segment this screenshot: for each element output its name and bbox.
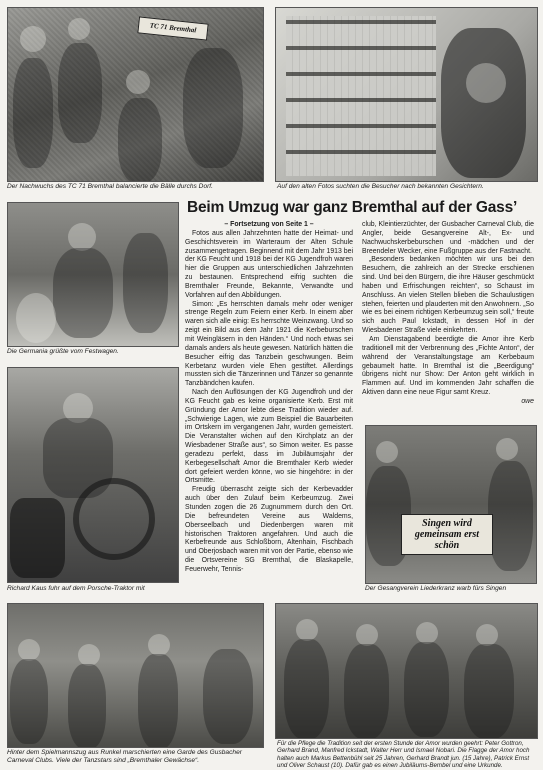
article-column-2 [362, 221, 534, 407]
article-paragraph: „Besonders bedanken möchten wir uns bei den Besuchern, die zahlreich an der Strecke erschienen sind. Und bei den Bürgern, die ihre Häuser geschmückt haben und Erfrischungen reichten“, so Schaust im Anschluss. An vielen Stellen blieben die Schaulustigen stehen, feierten und plauderten mit den Anwohnern. „So wie es bei einem richtigen Kerbeumzug sein soll,“ freute sich auch Paul Ickstadt, in dessen Hof in der Wiesbadener Straße viele einkehrten. [362, 256, 534, 335]
caption-bottom-right: Für die Pflege die Tradition seit der ersten Stunde der Amor wurden geehrt: Peter Gottron, Gerhard Brand, Manfred Ickstadt, Walter Herr und Ismael Nobari. Die Flagge der Amor hoch halten auch Markus Bettenbühl seit 25 Jahren, Gerhard Brandt jun. (15 Jahre), Patrick Ernst und Oliver Schaust (10). Dafür gab es einen Jubiläums-Bembel und eine Urkunde. [277, 740, 530, 770]
photo-tractor [7, 367, 179, 583]
caption-germania: Die Germania grüßte vom Festwagen. [7, 348, 119, 355]
article-signature: owe [521, 397, 534, 405]
caption-top-right: Auf den alten Fotos suchten die Besucher nach bekannten Gesichtern. [277, 183, 484, 190]
photo-old-pictures [275, 7, 538, 182]
photo-liederkranz [365, 425, 537, 584]
article-subhead: – Fortsetzung von Seite 1 – [224, 221, 314, 228]
tc71-banner: TC 71 Bremthal [137, 16, 208, 40]
photo-honored-members [275, 603, 538, 739]
photo-germania [7, 202, 179, 347]
article-paragraph: Nach den Auflösungen der KG Jugendfroh und der KG Feucht gab es keine organisierte Kerb. Erst mit Gründung der Amor lebte diese Tradition wieder auf. „Schwierige Lagen, wie zum Beispiel die Bauarbeiten im Ortskern im vergangenen Jahr, wurden gemeistert. Die Veranstalter wichen auf den Kirchplatz an der Wiesbadener Straße aus“, so Simon weiter. Es passe geradezu perfekt, dass im Jubiläumsjahr der Kerbegesellschaft Amor die Bremthaler Kerb wieder dort gefeiert werden könne, wo sie hingehöre: in der Ortsmitte. [185, 389, 353, 485]
article-column-1 [185, 221, 353, 575]
article-paragraph: club, Kleintierzüchter, der Gusbacher Carneval Club, die Angler, beide Gesangvereine Alt-, Ex- und Nachwuchskerbeburschen und -mädchen und der Breendeler Wecker, eine Fußgruppe aus der Fastnacht. [362, 221, 534, 255]
caption-liederkranz: Der Gesangverein Liederkranz warb fürs Singen [365, 585, 507, 592]
caption-top-left: Der Nachwuchs des TC 71 Bremthal balancierte die Bälle durchs Dorf. [7, 183, 213, 190]
article-paragraph: Simon: „Es herrschten damals mehr oder weniger strenge Regeln zum Feiern einer Kerb. In einem aber waren sich alle einig: Es herrschte Weinzwang. Und so zeigt ein Bild aus dem Jahr 1921 die Kerbeburschen mit Weingläsern in den Händen.“ Und noch etwas sei damals anders als heute gewesen. Natürlich hätten die Besucher eifrig das Tanzbein geschwungen. Beim Kerbetanz wurden viele Ehen gestiftet. Allerdings mussten sich die Tänzerinnen und Tänzer so genannte Tanzbändchen kaufen. [185, 300, 353, 388]
article-paragraph: Freudig überrascht zeigte sich der Kerbevadder auch über den Zulauf beim Kerbeumzug. Zwei Stunden zogen die 26 Zugnummern durch den Ort. Die befreundeten Vereine aus Waldems, Oberseelbach und Diedenbergen waren mit historischen Traktoren angefahren. Und auch die Kerbefreunde aus Schloßborn, Altenhain, Fischbach und Oberjosbach waren mit von der Partie, ebenso wie die Ortsvereine SG Bremthal, die Blaskapelle, Feuerwehr, Tennis- [185, 486, 353, 573]
article-paragraph: Am Dienstagabend beerdigte die Amor ihre Kerb traditionell mit der Verbrennung des „Fichte Anton“, der während der Veranstaltungstage am Kerbebaum gebaumelt hatte. In Bremthal ist die „Beerdigung“ übrigens nicht nur Show: Der Anton geht wirklich in Flammen auf. Und im kommenden Jahr schaffen die Aktiven dann eine neue Figur samt Kreuz. [362, 335, 534, 397]
photo-tc71-children [7, 7, 264, 182]
caption-bottom-left: Hinter dem Spielmannszug aus Runkel marschierten eine Garde des Gusbacher Carneval Clubs. Viele der Tanzstars sind „Bremthaler Gewächse“. [7, 749, 242, 764]
singen-sign: Singen wird gemeinsam erst schön [401, 514, 493, 555]
article-paragraph: Fotos aus allen Jahrzehnten hatte der Heimat- und Geschichtsverein im Warteraum der Alten Schule zusammengetragen. Beginnend mit dem Jahr 1913 bei der KG Feucht und 1918 bei der KG Jugendfroh waren hier die Gruppen aus unterschiedlichen Jahrzehnten zu bestaunen. Entsprechend eifrig suchten die Bremthaler Freunde, Bekannte, Verwandte und Vorfahren auf den Abbildungen. [185, 229, 353, 299]
caption-tractor: Richard Kaus fuhr auf dem Porsche-Traktor mit [7, 585, 145, 592]
photo-garde [7, 603, 264, 748]
article-headline: Beim Umzug war ganz Bremthal auf der Gass’ [187, 199, 518, 216]
